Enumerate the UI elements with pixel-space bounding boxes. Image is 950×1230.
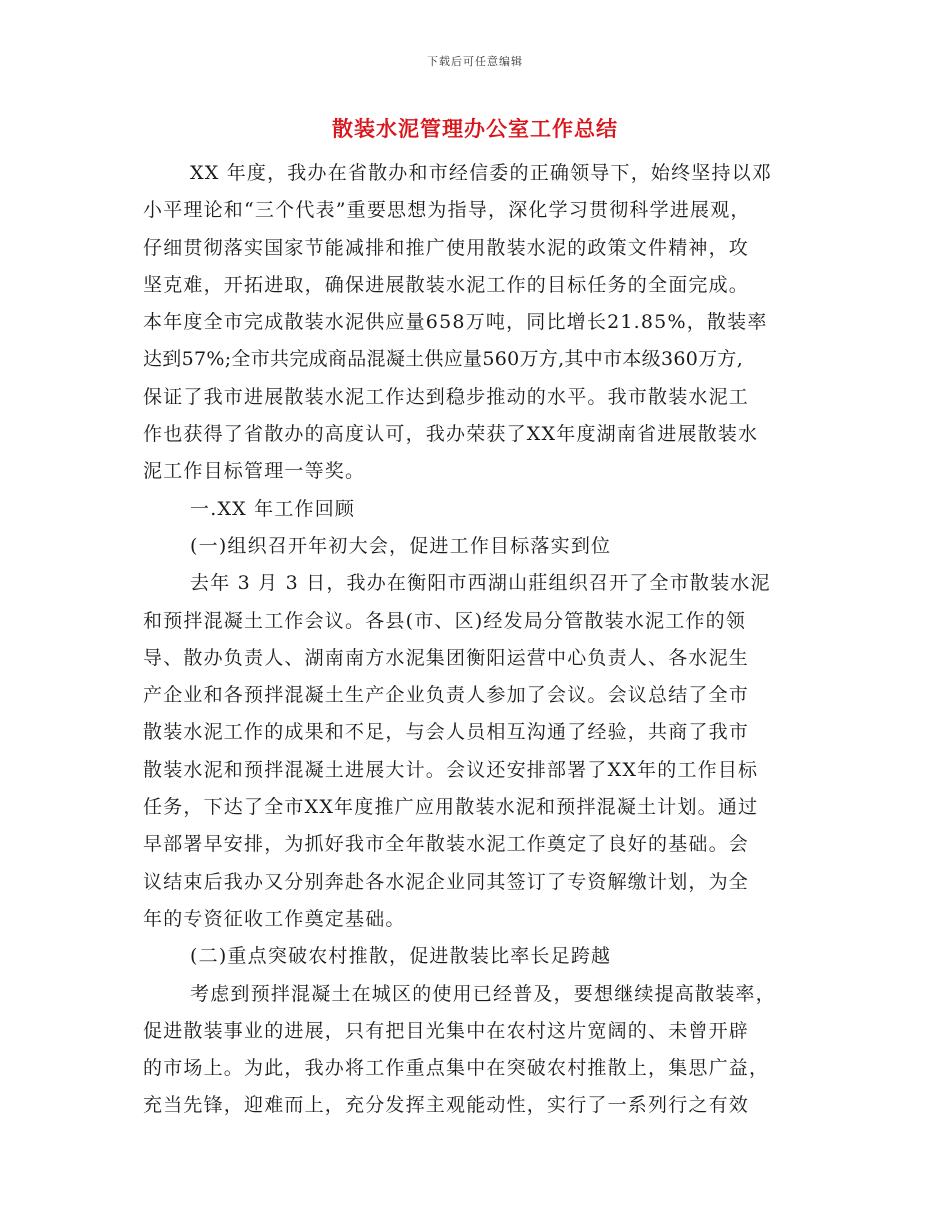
text-line: 的市场上。为此，我办将工作重点集中在突破农村推散上，集思广益， [143, 1057, 770, 1080]
text-line: 泥工作目标管理一等奖。 [143, 460, 366, 483]
text-line: 产企业和各预拌混凝土生产企业负责人参加了会议。会议总结了全市 [143, 684, 750, 707]
text-line: 议结束后我办又分别奔赴各水泥企业同其签订了专资解缴计划，为全 [143, 870, 750, 893]
text-line: 导、散办负责人、湖南南方水泥集团衡阳运营中心负责人、各水泥生 [143, 646, 750, 669]
text-line: 小平理论和“三个代表”重要思想为指导，深化学习贯彻科学进展观， [143, 199, 751, 222]
text-line: 早部署早安排，为抓好我市全年散装水泥工作奠定了良好的基础。会 [143, 833, 750, 856]
text-line: 考虑到预拌混凝土在城区的使用已经普及，要想继续提高散装率， [190, 982, 776, 1005]
text-line: 和预拌混凝土工作会议。各县(市、区)经发局分管散装水泥工作的领 [143, 609, 747, 632]
text-line: 本年度全市完成散装水泥供应量658万吨，同比增长21.85%，散装率 [143, 311, 768, 334]
text-line: 年的专资征收工作奠定基础。 [143, 907, 406, 930]
text-line: 散装水泥工作的成果和不足，与会人员相互沟通了经验，共商了我市 [143, 721, 750, 744]
text-line: 促进散装事业的进展，只有把目光集中在农村这片宽阔的、未曾开辟 [143, 1019, 750, 1042]
text-line: (二)重点突破农村推散，促进散装比率长足跨越 [190, 945, 612, 968]
document-title: 散装水泥管理办公室工作总结 [332, 116, 618, 141]
text-line: 充当先锋，迎难而上，充分发挥主观能动性，实行了一系列行之有效 [143, 1094, 750, 1117]
text-line: 去年 3 月 3 日，我办在衡阳市西湖山莊组织召开了全市散装水泥 [190, 572, 771, 595]
text-line: XX 年度，我办在省散办和市经信委的正确领导下，始终坚持以邓 [190, 162, 773, 184]
text-line: 保证了我市进展散装水泥工作达到稳步推动的水平。我市散装水泥工 [143, 385, 750, 408]
text-line: 作也获得了省散办的高度认可，我办荣获了XX年度湖南省进展散装水 [143, 423, 759, 446]
text-line: 坚克难，开拓进取，确保进展散装水泥工作的目标任务的全面完成。 [143, 273, 750, 296]
text-line: (一)组织召开年初大会，促进工作目标落实到位 [190, 534, 612, 557]
text-line: 达到57%;全市共完成商品混凝土供应量560万方,其中市本级360万方, [143, 348, 744, 371]
text-line: 散装水泥和预拌混凝土进展大计。会议还安排部署了XX年的工作目标 [143, 758, 759, 781]
text-line: 一.XX 年工作回顾 [190, 497, 356, 520]
header-note: 下载后可任意编辑 [427, 55, 523, 68]
text-line: 任务，下达了全市XX年度推广应用散装水泥和预拌混凝土计划。通过 [143, 796, 759, 819]
text-line: 仔细贯彻落实国家节能减排和推广使用散装水泥的政策文件精神，攻 [143, 236, 750, 259]
document-body [143, 155, 823, 1125]
